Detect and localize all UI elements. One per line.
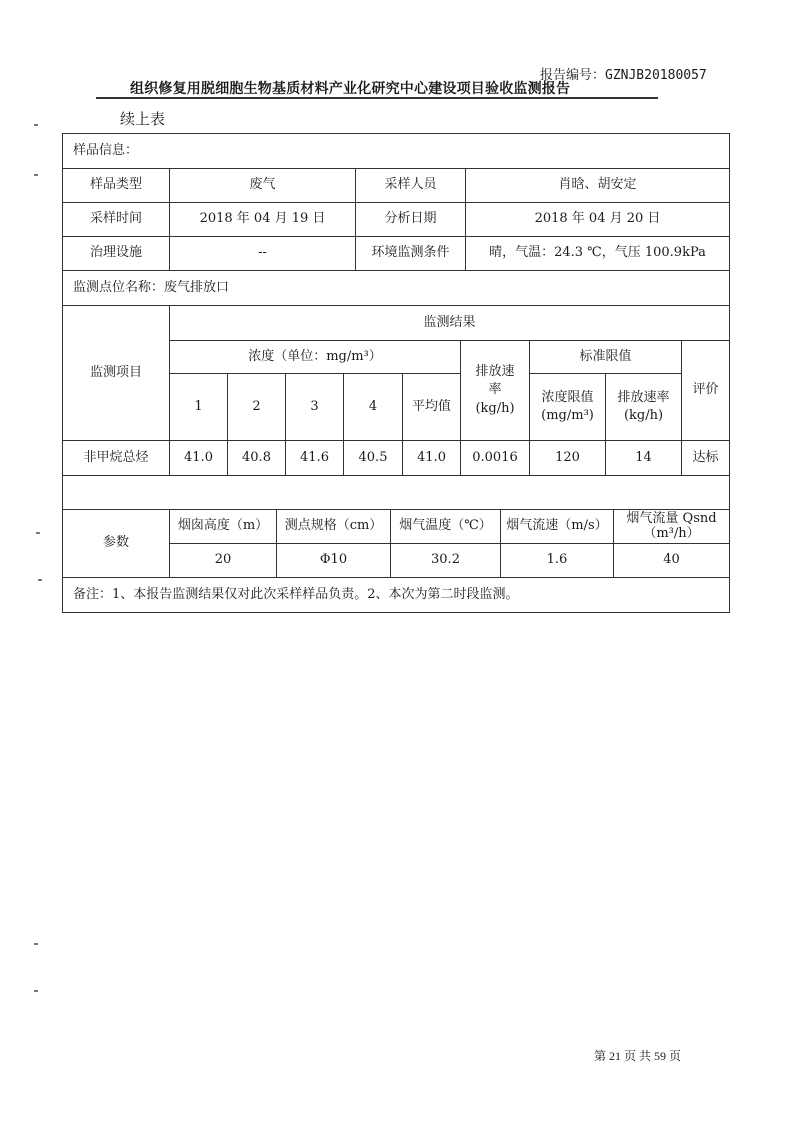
emission-rate-header: [460, 340, 530, 441]
scan-mark: [34, 124, 38, 126]
limit-rate-header: [605, 373, 682, 441]
sampler-label: 采样人员: [355, 168, 466, 203]
limit-conc-header: [529, 373, 606, 441]
gas-flow-header-line1: 烟气流量 Qsnd: [626, 510, 717, 526]
env-conditions-label: 环境监测条件: [355, 236, 466, 271]
sample-time-value: 2018 年 04 月 19 日: [169, 202, 356, 237]
gas-flow-value: 40: [613, 543, 730, 578]
rate-header-line1: 排放速: [475, 364, 515, 380]
document-title: 组织修复用脱细胞生物基质材料产业化研究中心建设项目验收监测报告: [130, 81, 571, 97]
conc-col-4: 4: [343, 373, 403, 441]
page-number: 第 21 页 共 59 页: [594, 1049, 682, 1063]
sampler-value: 肖晗、胡安定: [465, 168, 730, 203]
empty-row: [62, 475, 730, 510]
value-limit-conc: 120: [529, 440, 606, 476]
conc-col-average: 平均值: [402, 373, 461, 441]
limit-header: 标准限值: [529, 340, 682, 374]
scan-mark: [34, 943, 38, 945]
point-spec-value: Φ10: [276, 543, 391, 578]
sample-type-label: 样品类型: [62, 168, 170, 203]
concentration-header: 浓度（单位：mg/m³）: [169, 340, 461, 374]
params-label: 参数: [62, 509, 170, 578]
value-1: 41.0: [169, 440, 228, 476]
scan-mark: [34, 990, 38, 992]
sample-time-label: 采样时间: [62, 202, 170, 237]
monitoring-item-header: 监测项目: [62, 305, 170, 441]
gas-velocity-header: 烟气流速（m/s）: [500, 509, 614, 544]
value-average: 41.0: [402, 440, 461, 476]
evaluation-header: 评价: [681, 340, 730, 441]
gas-temp-value: 30.2: [390, 543, 501, 578]
report-number: 报告编号：GZNJB20180057: [540, 68, 707, 83]
value-rate: 0.0016: [460, 440, 530, 476]
value-4: 40.5: [343, 440, 403, 476]
sample-type-value: 废气: [169, 168, 356, 203]
env-conditions-value: 晴，气温：24.3 ℃，气压 100.9kPa: [465, 236, 730, 271]
value-2: 40.8: [227, 440, 286, 476]
limit-conc-line1: 浓度限值: [541, 389, 594, 405]
gas-flow-header-line2: （m³/h）: [643, 525, 700, 541]
scan-mark: [34, 174, 38, 176]
point-spec-header: 测点规格（cm）: [276, 509, 391, 544]
analysis-date-label: 分析日期: [355, 202, 466, 237]
remarks: 备注：1、本报告监测结果仅对此次采样样品负责。2、本次为第二时段监测。: [62, 577, 730, 613]
scan-mark: [36, 532, 40, 534]
gas-velocity-value: 1.6: [500, 543, 614, 578]
limit-conc-line2: (mg/m³): [541, 408, 594, 423]
conc-col-1: 1: [169, 373, 228, 441]
analysis-date-value: 2018 年 04 月 20 日: [465, 202, 730, 237]
rate-header-line2: 率: [488, 382, 502, 398]
limit-rate-line1: 排放速率: [617, 389, 670, 405]
sample-info-heading: 样品信息：: [62, 133, 730, 169]
continued-label: 续上表: [120, 110, 166, 128]
stack-height-value: 20: [169, 543, 277, 578]
gas-flow-header: [613, 509, 730, 544]
conc-col-2: 2: [227, 373, 286, 441]
stack-height-header: 烟囱高度（m）: [169, 509, 277, 544]
scan-mark: [38, 579, 42, 581]
value-limit-rate: 14: [605, 440, 682, 476]
treatment-label: 治理设施: [62, 236, 170, 271]
monitoring-result-header: 监测结果: [169, 305, 730, 341]
item-name: 非甲烷总烃: [62, 440, 170, 476]
value-3: 41.6: [285, 440, 344, 476]
rate-header-line3: (kg/h): [475, 400, 515, 416]
value-evaluation: 达标: [681, 440, 730, 476]
monitoring-point: 监测点位名称：废气排放口: [62, 270, 730, 306]
conc-col-3: 3: [285, 373, 344, 441]
gas-temp-header: 烟气温度（℃）: [390, 509, 501, 544]
treatment-value: --: [169, 236, 356, 271]
limit-rate-line2: (kg/h): [623, 408, 664, 423]
